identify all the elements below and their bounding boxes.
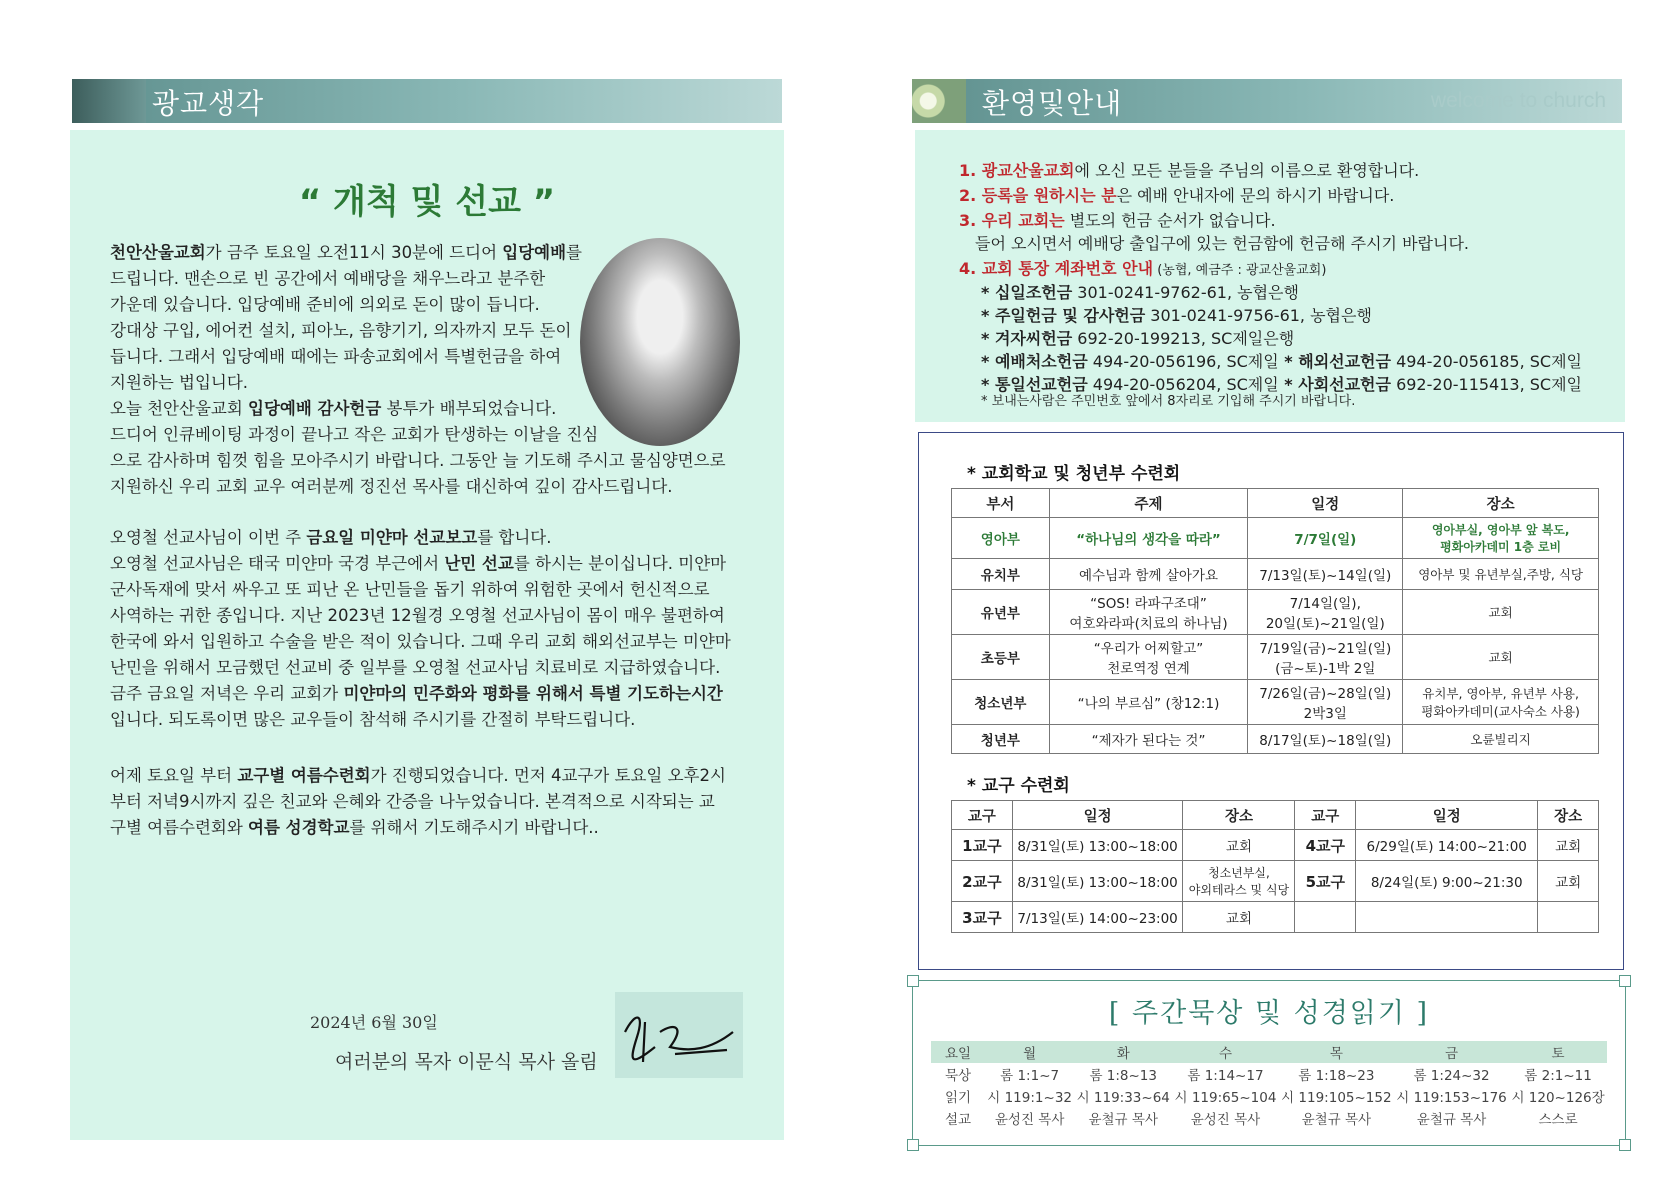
retreat-date: 7/7일(일) bbox=[1248, 518, 1403, 559]
sermon-text: 지원하는 법입니다. bbox=[110, 373, 249, 392]
welcome-item-3: 3. 우리 교회는 별도의 헌금 순서가 없습니다. bbox=[959, 211, 1276, 230]
district-header-cell: 장소 bbox=[1538, 801, 1599, 830]
sermon-emphasis: 금요일 미얀마 선교보고 bbox=[306, 528, 478, 547]
district-table bbox=[951, 800, 1599, 933]
bible-cell: 시 119:1~32 bbox=[987, 1090, 1072, 1106]
sermon-text: 부터 저녁9시까지 깊은 친교와 은혜와 간증을 나누었습니다. 본격적으로 시작되는 교 bbox=[110, 792, 715, 811]
sermon-text: 를 합니다. bbox=[477, 528, 552, 547]
sermon-line bbox=[110, 422, 760, 448]
account-number: 301-0241-9762-61, 농협은행 bbox=[1072, 283, 1299, 302]
box-corner bbox=[907, 975, 919, 987]
retreat-dept: 유년부 bbox=[952, 590, 1050, 635]
box-corner bbox=[1619, 1139, 1631, 1151]
account-row bbox=[981, 303, 1372, 326]
sermon-line bbox=[110, 603, 760, 629]
bible-row-label: 설교 bbox=[944, 1112, 972, 1128]
sermon-emphasis: 천안산울교회 bbox=[110, 243, 206, 262]
sermon-line bbox=[110, 448, 760, 474]
bible-cell: 롬 1:14~17 bbox=[1187, 1068, 1264, 1084]
retreat-title: * 교회학교 및 청년부 수련회 bbox=[967, 464, 1181, 484]
bible-cell: 윤성진 목사 bbox=[994, 1112, 1065, 1128]
welcome-panel bbox=[915, 130, 1625, 422]
bible-cell: 시 120~126장 bbox=[1511, 1090, 1605, 1106]
account-footnote: * 보내는사람은 주민번호 앞에서 8자리로 기입해 주시기 바랍니다. bbox=[981, 394, 1356, 409]
flower-icon bbox=[912, 79, 966, 123]
sermon-date: 2024년 6월 30일 bbox=[310, 1013, 438, 1032]
sermon-text: 듭니다. 그래서 입당예배 때에는 파송교회에서 특별헌금을 하여 bbox=[110, 347, 562, 366]
sermon-title: “ 개척 및 선교 ” bbox=[298, 182, 556, 222]
retreat-row bbox=[952, 518, 1599, 559]
bible-cell: 윤철규 목사 bbox=[1088, 1112, 1158, 1128]
account-number: 301-0241-9756-61, 농협은행 bbox=[1145, 306, 1372, 325]
sermon-paragraph-3 bbox=[110, 763, 760, 841]
asterisk-icon: * bbox=[981, 283, 995, 302]
district-name bbox=[1295, 902, 1356, 933]
bible-header-cell: 금 bbox=[1394, 1041, 1509, 1063]
district-header-cell: 교구 bbox=[952, 801, 1013, 830]
sermon-text: 를 위해서 기도해주시기 바랍니다.. bbox=[349, 818, 599, 837]
welcome-item-4: 4. 교회 통장 계좌번호 안내 (농협, 예금주 : 광교산울교회) bbox=[959, 259, 1327, 278]
retreat-dept: 유치부 bbox=[952, 559, 1050, 590]
account-number: 494-20-056204, SC제일 bbox=[1087, 375, 1279, 394]
retreat-topic: “SOS! 라파구조대” 여호와라파(치료의 하나님) bbox=[1049, 590, 1248, 635]
district-date: 6/29일(토) 14:00~21:00 bbox=[1356, 830, 1538, 861]
retreat-topic: 예수님과 함께 살아가요 bbox=[1049, 559, 1248, 590]
bible-cell: 윤성진 목사 bbox=[1190, 1112, 1261, 1128]
sermon-line bbox=[110, 525, 760, 551]
retreat-dept: 영아부 bbox=[952, 518, 1050, 559]
bible-cell: 스스로 bbox=[1538, 1112, 1578, 1128]
retreat-place: 오륜빌리지 bbox=[1403, 725, 1599, 754]
sermon-text: 봉투가 배부되었습니다. bbox=[381, 399, 557, 418]
retreat-schedule-box bbox=[918, 432, 1624, 970]
cross-icon bbox=[72, 79, 146, 123]
retreat-row bbox=[952, 725, 1599, 754]
bible-cell: 시 119:105~152 bbox=[1281, 1090, 1392, 1106]
sermon-line bbox=[110, 370, 760, 396]
district-header-cell: 교구 bbox=[1295, 801, 1356, 830]
retreat-date: 8/17일(토)~18일(일) bbox=[1248, 725, 1403, 754]
district-place: 청소년부실, 야외테라스 및 식당 bbox=[1183, 861, 1295, 902]
retreat-row bbox=[952, 635, 1599, 680]
account-name: 통일선교헌금 bbox=[994, 375, 1088, 394]
account-name: 십일조헌금 bbox=[994, 283, 1073, 302]
bible-cell: 윤철규 목사 bbox=[1416, 1112, 1487, 1128]
district-row bbox=[952, 861, 1599, 902]
retreat-place: 영아부 및 유년부실,주방, 식당 bbox=[1403, 559, 1599, 590]
bible-table bbox=[931, 1041, 1607, 1129]
district-date: 8/31일(토) 13:00~18:00 bbox=[1012, 861, 1183, 902]
account-name: 주일헌금 및 감사헌금 bbox=[994, 306, 1146, 325]
sermon-text: 으로 감사하며 힘껏 힘을 모아주시기 바랍니다. 그동안 늘 기도해 주시고 물심양면으로 bbox=[110, 451, 726, 470]
account-number: 692-20-199213, SC제일은행 bbox=[1072, 329, 1295, 348]
bible-cell: 롬 1:18~23 bbox=[1298, 1068, 1375, 1084]
sermon-text: 오영철 선교사님이 이번 주 bbox=[110, 528, 307, 547]
district-header-cell: 장소 bbox=[1183, 801, 1295, 830]
sermon-paragraph-1 bbox=[110, 240, 760, 500]
sermon-emphasis: 교구별 여름수련회 bbox=[237, 766, 371, 785]
bible-header-cell: 토 bbox=[1509, 1041, 1607, 1063]
sermon-emphasis: 난민 선교 bbox=[444, 554, 514, 573]
sermon-line bbox=[110, 789, 760, 815]
retreat-row bbox=[952, 590, 1599, 635]
sermon-line bbox=[110, 707, 760, 733]
retreat-topic: “제자가 된다는 것” bbox=[1049, 725, 1248, 754]
account-number: 494-20-056185, SC제일 bbox=[1390, 352, 1583, 371]
bible-cell: 롬 1:24~32 bbox=[1413, 1068, 1490, 1084]
retreat-date: 7/19일(금)~21일(일) (금~토)-1박 2일 bbox=[1248, 635, 1403, 680]
account-row bbox=[981, 280, 1299, 303]
box-corner bbox=[907, 1139, 919, 1151]
sermon-text: 어제 토요일 부터 bbox=[110, 766, 238, 785]
sermon-text: 한국에 와서 입원하고 수술을 받은 적이 있습니다. 그때 우리 교회 해외선교부는 미얀마 bbox=[110, 632, 731, 651]
sermon-text: 드립니다. 맨손으로 빈 공간에서 예배당을 채우느라고 분주한 bbox=[110, 269, 546, 288]
retreat-header-cell: 부서 bbox=[952, 489, 1050, 518]
district-date: 8/24일(토) 9:00~21:30 bbox=[1356, 861, 1538, 902]
retreat-topic: “나의 부르심” (창12:1) bbox=[1049, 680, 1248, 725]
right-header-title: 환영및안내 bbox=[982, 87, 1123, 120]
district-title: * 교구 수련회 bbox=[967, 776, 1070, 796]
sermon-text: 금주 금요일 저녁은 우리 교회가 bbox=[110, 684, 344, 703]
district-row bbox=[952, 902, 1599, 933]
district-header-row bbox=[952, 801, 1599, 830]
sermon-text: 강대상 구입, 에어컨 설치, 피아노, 음향기기, 의자까지 모두 돈이 bbox=[110, 321, 572, 340]
sermon-text: 드디어 인큐베이팅 과정이 끝나고 작은 교회가 탄생하는 이날을 진심 bbox=[110, 425, 599, 444]
retreat-date: 7/14일(일), 20일(토)~21일(일) bbox=[1248, 590, 1403, 635]
sermon-line bbox=[110, 551, 760, 577]
retreat-header-cell: 장소 bbox=[1403, 489, 1599, 518]
bible-header-cell: 월 bbox=[985, 1041, 1074, 1063]
district-place: 교회 bbox=[1183, 830, 1295, 861]
sermon-text: 사역하는 귀한 종입니다. 지난 2023년 12월경 오영철 선교사님이 몸이 매우 불편하여 bbox=[110, 606, 725, 625]
sermon-line bbox=[110, 577, 760, 603]
sermon-text: 가 금주 토요일 오전11시 30분에 드디어 bbox=[205, 243, 503, 262]
retreat-place: 영아부실, 영아부 앞 복도, 평화아카데미 1층 로비 bbox=[1403, 518, 1599, 559]
sermon-text: 가 진행되었습니다. 먼저 4교구가 토요일 오후2시 bbox=[370, 766, 726, 785]
retreat-table bbox=[951, 488, 1599, 754]
sermon-emphasis: 여름 성경학교 bbox=[248, 818, 350, 837]
sermon-panel bbox=[70, 130, 784, 1140]
asterisk-icon: * bbox=[981, 329, 995, 348]
retreat-header-row bbox=[952, 489, 1599, 518]
retreat-dept: 청소년부 bbox=[952, 680, 1050, 725]
box-corner bbox=[1619, 975, 1631, 987]
welcome-item-3-line2: 들어 오시면서 예배당 출입구에 있는 헌금함에 헌금해 주시기 바랍니다. bbox=[975, 234, 1469, 253]
bible-header-cell: 화 bbox=[1074, 1041, 1172, 1063]
bible-row-label: 읽기 bbox=[944, 1090, 972, 1106]
bible-header-row bbox=[931, 1041, 1607, 1063]
asterisk-icon: * bbox=[981, 375, 995, 394]
district-header-cell: 일정 bbox=[1356, 801, 1538, 830]
account-name: 예배처소헌금 bbox=[994, 352, 1088, 371]
account-name: 해외선교헌금 bbox=[1298, 352, 1391, 371]
left-header-bar bbox=[72, 79, 782, 123]
asterisk-icon: * bbox=[981, 352, 995, 371]
bible-row bbox=[931, 1107, 1607, 1129]
sermon-line bbox=[110, 292, 760, 318]
welcome-item-1: 1. 광교산울교회에 오신 모든 분들을 주님의 이름으로 환영합니다. bbox=[959, 161, 1420, 180]
sermon-line bbox=[110, 266, 760, 292]
sermon-text: 오늘 천안산울교회 bbox=[110, 399, 249, 418]
district-row bbox=[952, 830, 1599, 861]
sermon-line bbox=[110, 318, 760, 344]
district-name: 4교구 bbox=[1295, 830, 1356, 861]
retreat-dept: 초등부 bbox=[952, 635, 1050, 680]
left-header-title: 광교생각 bbox=[152, 87, 265, 120]
sermon-text: 입니다. 되도록이면 많은 교우들이 참석해 주시기를 간절히 부탁드립니다. bbox=[110, 710, 636, 729]
account-row bbox=[981, 349, 1582, 372]
retreat-place: 유치부, 영아부, 유년부 사용, 평화아카데미(교사숙소 사용) bbox=[1403, 680, 1599, 725]
bible-header-cell: 요일 bbox=[931, 1041, 985, 1063]
bible-header-cell: 수 bbox=[1172, 1041, 1279, 1063]
account-name: 사회선교헌금 bbox=[1298, 375, 1391, 394]
signature-image bbox=[615, 992, 743, 1078]
sermon-text: 지원하신 우리 교회 교우 여러분께 정진선 목사를 대신하여 깊이 감사드립니다. bbox=[110, 477, 673, 496]
district-place: 교회 bbox=[1183, 902, 1295, 933]
retreat-date: 7/13일(토)~14일(일) bbox=[1248, 559, 1403, 590]
sermon-line bbox=[110, 474, 760, 500]
district-place: 교회 bbox=[1538, 861, 1599, 902]
bible-title: [ 주간묵상 및 성경읽기 ] bbox=[1108, 998, 1430, 1029]
asterisk-icon: * bbox=[1278, 375, 1299, 394]
right-header-bar bbox=[912, 79, 1622, 123]
retreat-row bbox=[952, 680, 1599, 725]
retreat-header-cell: 일정 bbox=[1248, 489, 1403, 518]
sermon-text: 군사독재에 맞서 싸우고 또 피난 온 난민들을 돕기 위하여 위험한 곳에서 헌신적으로 bbox=[110, 580, 710, 599]
sermon-emphasis: 입당예배 bbox=[502, 243, 567, 262]
sermon-line bbox=[110, 344, 760, 370]
district-header-cell: 일정 bbox=[1012, 801, 1183, 830]
account-number: 494-20-056196, SC제일 bbox=[1087, 352, 1279, 371]
bible-row bbox=[931, 1063, 1607, 1085]
asterisk-icon: * bbox=[981, 306, 995, 325]
sermon-line bbox=[110, 240, 760, 266]
sermon-signature-text: 여러분의 목자 이문식 목사 올림 bbox=[335, 1051, 598, 1073]
welcome-item-2: 2. 등록을 원하시는 분은 예배 안내자에 문의 하시기 바랍니다. bbox=[959, 186, 1395, 205]
sermon-paragraph-2 bbox=[110, 525, 760, 733]
bible-row bbox=[931, 1085, 1607, 1107]
bible-cell: 롬 1:1~7 bbox=[1000, 1068, 1060, 1084]
bible-row-label: 묵상 bbox=[944, 1068, 972, 1084]
retreat-topic: “하나님의 생각을 따라” bbox=[1049, 518, 1248, 559]
district-name: 3교구 bbox=[952, 902, 1013, 933]
retreat-dept: 청년부 bbox=[952, 725, 1050, 754]
sermon-line bbox=[110, 815, 760, 841]
district-name: 1교구 bbox=[952, 830, 1013, 861]
sermon-line bbox=[110, 681, 760, 707]
sermon-emphasis: 미얀마의 민주화와 평화를 위해서 특별 기도하는시간 bbox=[343, 684, 723, 703]
bible-cell: 시 119:153~176 bbox=[1396, 1090, 1507, 1106]
retreat-date: 7/26일(금)~28일(일) 2박3일 bbox=[1248, 680, 1403, 725]
sermon-line bbox=[110, 763, 760, 789]
account-row bbox=[981, 326, 1294, 349]
district-date: 8/31일(토) 13:00~18:00 bbox=[1012, 830, 1183, 861]
account-number: 692-20-115413, SC제일 bbox=[1390, 375, 1583, 394]
bible-cell: 롬 2:1~11 bbox=[1524, 1068, 1592, 1084]
asterisk-icon: * bbox=[1278, 352, 1299, 371]
district-date bbox=[1356, 902, 1538, 933]
district-place: 교회 bbox=[1538, 830, 1599, 861]
bible-cell: 시 119:65~104 bbox=[1174, 1090, 1277, 1106]
sermon-line bbox=[110, 655, 760, 681]
retreat-place: 교회 bbox=[1403, 635, 1599, 680]
bible-cell: 시 119:33~64 bbox=[1076, 1090, 1170, 1106]
sermon-line bbox=[110, 396, 760, 422]
sermon-text: 를 bbox=[566, 243, 582, 262]
district-name: 5교구 bbox=[1295, 861, 1356, 902]
sermon-text: 구별 여름수련회와 bbox=[110, 818, 249, 837]
account-name: 겨자씨헌금 bbox=[994, 329, 1073, 348]
sermon-text: 오영철 선교사님은 태국 미얀마 국경 부근에서 bbox=[110, 554, 445, 573]
sermon-emphasis: 입당예배 감사헌금 bbox=[248, 399, 382, 418]
retreat-topic: “우리가 어찌할고” 천로역정 연계 bbox=[1049, 635, 1248, 680]
bible-reading-box bbox=[912, 980, 1626, 1146]
district-date: 7/13일(토) 14:00~23:00 bbox=[1012, 902, 1183, 933]
district-name: 2교구 bbox=[952, 861, 1013, 902]
sermon-text: 를 하시는 분이십니다. 미얀마 bbox=[513, 554, 727, 573]
retreat-header-cell: 주제 bbox=[1049, 489, 1248, 518]
welcome-tagline: welcome to church bbox=[1430, 89, 1606, 112]
sermon-text: 가운데 있습니다. 입당예배 준비에 의외로 돈이 많이 듭니다. bbox=[110, 295, 540, 314]
bible-cell: 롬 1:8~13 bbox=[1089, 1068, 1157, 1084]
bible-cell: 윤철규 목사 bbox=[1301, 1112, 1372, 1128]
retreat-row bbox=[952, 559, 1599, 590]
sermon-line bbox=[110, 629, 760, 655]
district-place bbox=[1538, 902, 1599, 933]
bible-header-cell: 목 bbox=[1279, 1041, 1394, 1063]
sermon-text: 난민을 위해서 모금했던 선교비 중 일부를 오영철 선교사님 치료비로 지급하였습니다. bbox=[110, 658, 721, 677]
retreat-place: 교회 bbox=[1403, 590, 1599, 635]
